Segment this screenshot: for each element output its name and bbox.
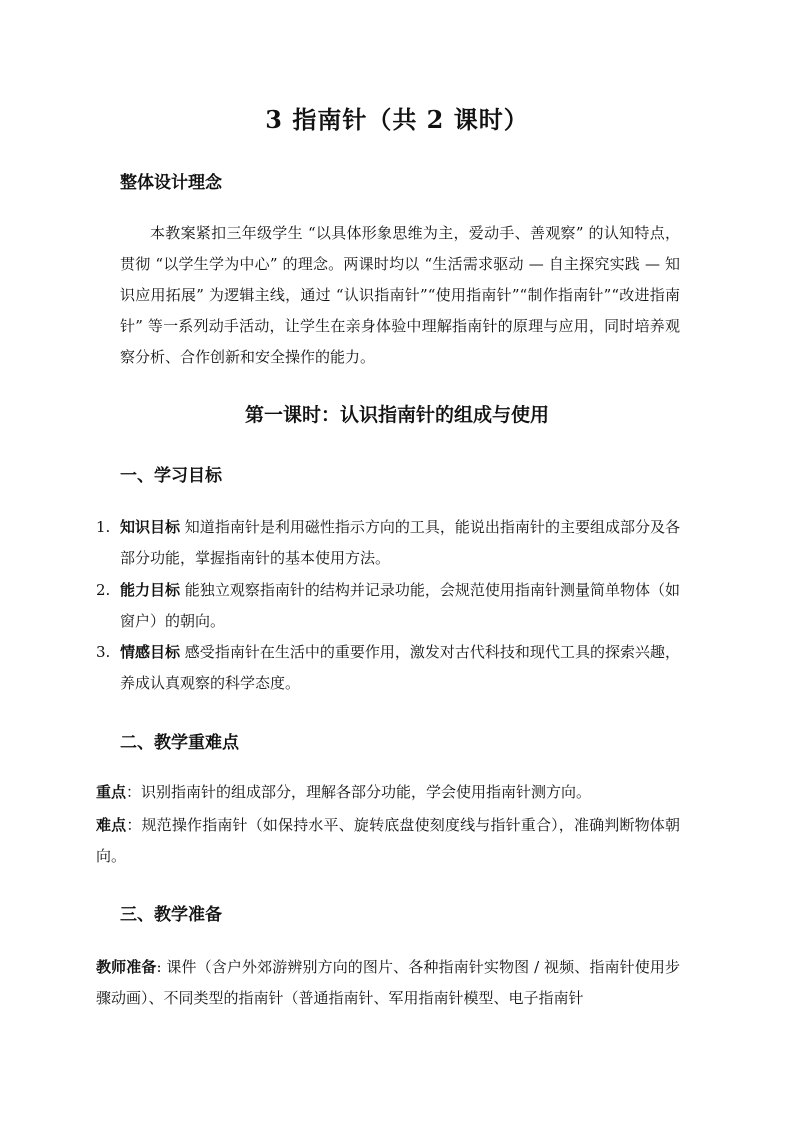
key-point-line — [96, 777, 680, 808]
teacher-preparation-text: : 课件（含户外郊游辨别方向的图片、各种指南针实物图 / 视频、指南针使用步骤动画）、不同类型的指南针（普通指南针、军用指南针模型、电子指南针 — [96, 958, 680, 1007]
teacher-preparation-line — [96, 952, 680, 1014]
difficult-point-label: 难点 — [96, 816, 127, 834]
objective-item — [96, 637, 680, 699]
document-title: 3 指南针（共 2 课时） — [265, 105, 529, 134]
objectives-heading: 一、学习目标 — [120, 466, 222, 486]
teacher-preparation-label: 教师准备 — [96, 958, 157, 976]
objective-item — [96, 512, 680, 574]
difficult-point-text: ：规范操作指南针（如保持水平、旋转底盘使刻度线与指针重合），准确判断物体朝向。 — [96, 816, 680, 865]
key-points-heading: 二、教学重难点 — [120, 733, 239, 753]
objective-text: 能独立观察指南针的结构并记录功能，会规范使用指南针测量简单物体（如窗户）的朝向。 — [120, 581, 680, 630]
key-point-text: ：识别指南针的组成部分，理解各部分功能，学会使用指南针测方向。 — [126, 783, 592, 801]
objective-label: 情感目标 — [120, 643, 181, 661]
objective-text: 知道指南针是利用磁性指示方向的工具，能说出指南针的主要组成部分及各部分功能，掌握指南针的基本使用方法。 — [120, 518, 680, 567]
lesson1-heading: 第一课时：认识指南针的组成与使用 — [244, 404, 549, 426]
key-point-label: 重点 — [96, 783, 127, 801]
objective-label: 能力目标 — [120, 581, 181, 599]
difficult-point-line — [96, 810, 680, 872]
design-concept-paragraph: 本教案紧扣三年级学生 “以具体形象思维为主，爱动手、善观察” 的认知特点，贯彻 “以学生学为中心” 的理念。两课时均以 “生活需求驱动 — 自主探究实践 — 知识应用拓展” 为逻辑主线，通过 “认识指南针”“使用指南针”“制作指南针”“改进指南针” 等一系列动手活动，让学生在亲身体验中理解指南针的原理与应用，同时培养观察分析、合作创新和安全操作的能力。 — [120, 224, 680, 366]
objective-item — [96, 575, 680, 637]
objective-number: 3. — [96, 643, 111, 661]
objective-number: 2. — [96, 581, 111, 599]
preparation-heading: 三、教学准备 — [120, 905, 222, 925]
design-concept-heading: 整体设计理念 — [120, 173, 222, 193]
objective-label: 知识目标 — [120, 518, 181, 536]
objective-text: 感受指南针在生活中的重要作用，激发对古代科技和现代工具的探索兴趣，养成认真观察的科学态度。 — [120, 643, 680, 692]
objective-number: 1. — [96, 518, 111, 536]
